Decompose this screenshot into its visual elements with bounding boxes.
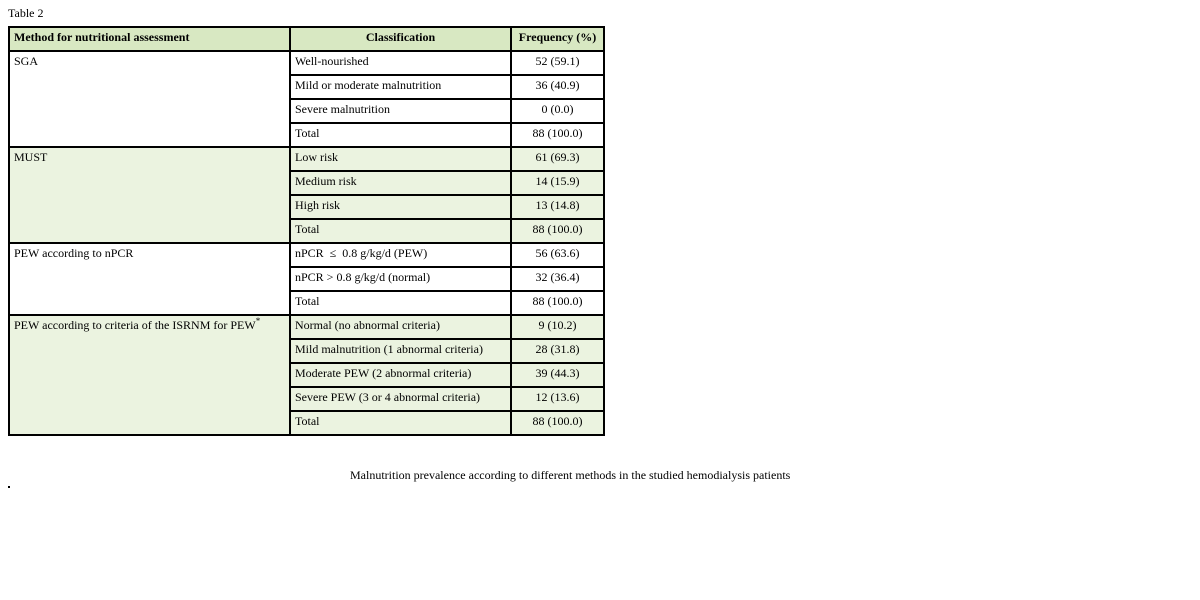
classification-cell: Mild or moderate malnutrition xyxy=(290,75,511,99)
header-frequency: Frequency (%) xyxy=(511,27,604,51)
nutrition-table xyxy=(8,26,605,436)
table-row xyxy=(9,147,604,171)
table-label: Table 2 xyxy=(8,6,44,20)
classification-cell: Total xyxy=(290,219,511,243)
table-row xyxy=(9,51,604,75)
method-label: MUST xyxy=(14,150,48,164)
frequency-cell: 36 (40.9) xyxy=(511,75,604,99)
classification-cell: Total xyxy=(290,411,511,435)
frequency-cell: 12 (13.6) xyxy=(511,387,604,411)
classification-cell: nPCR > 0.8 g/kg/d (normal) xyxy=(290,267,511,291)
frequency-cell: 14 (15.9) xyxy=(511,171,604,195)
classification-cell: Total xyxy=(290,291,511,315)
table-row xyxy=(9,315,604,339)
classification-cell: Mild malnutrition (1 abnormal criteria) xyxy=(290,339,511,363)
classification-cell: Moderate PEW (2 abnormal criteria) xyxy=(290,363,511,387)
table-row xyxy=(9,243,604,267)
header-method: Method for nutritional assessment xyxy=(9,27,290,51)
frequency-cell: 52 (59.1) xyxy=(511,51,604,75)
table-caption: Malnutrition prevalence according to different methods in the studied hemodialysis patients xyxy=(350,468,791,482)
classification-cell: Well-nourished xyxy=(290,51,511,75)
method-cell xyxy=(9,315,290,435)
method-cell xyxy=(9,51,290,147)
frequency-cell: 39 (44.3) xyxy=(511,363,604,387)
method-label: PEW according to nPCR xyxy=(14,246,134,260)
classification-cell: Severe PEW (3 or 4 abnormal criteria) xyxy=(290,387,511,411)
classification-cell: High risk xyxy=(290,195,511,219)
frequency-cell: 56 (63.6) xyxy=(511,243,604,267)
frequency-cell: 88 (100.0) xyxy=(511,291,604,315)
classification-cell: Normal (no abnormal criteria) xyxy=(290,315,511,339)
header-row xyxy=(9,27,604,51)
frequency-cell: 88 (100.0) xyxy=(511,123,604,147)
stray-dot xyxy=(8,486,10,488)
classification-cell: nPCR ≤ 0.8 g/kg/d (PEW) xyxy=(290,243,511,267)
frequency-cell: 88 (100.0) xyxy=(511,411,604,435)
classification-cell: Medium risk xyxy=(290,171,511,195)
frequency-cell: 28 (31.8) xyxy=(511,339,604,363)
frequency-cell: 32 (36.4) xyxy=(511,267,604,291)
classification-cell: Total xyxy=(290,123,511,147)
method-cell xyxy=(9,147,290,243)
frequency-cell: 0 (0.0) xyxy=(511,99,604,123)
frequency-cell: 88 (100.0) xyxy=(511,219,604,243)
header-classification: Classification xyxy=(290,27,511,51)
method-cell xyxy=(9,243,290,315)
frequency-cell: 13 (14.8) xyxy=(511,195,604,219)
classification-cell: Severe malnutrition xyxy=(290,99,511,123)
method-label: SGA xyxy=(14,54,39,68)
frequency-cell: 9 (10.2) xyxy=(511,315,604,339)
method-label: PEW according to criteria of the ISRNM for PEW xyxy=(14,318,256,332)
footnote-marker: * xyxy=(255,316,261,326)
classification-cell: Low risk xyxy=(290,147,511,171)
frequency-cell: 61 (69.3) xyxy=(511,147,604,171)
